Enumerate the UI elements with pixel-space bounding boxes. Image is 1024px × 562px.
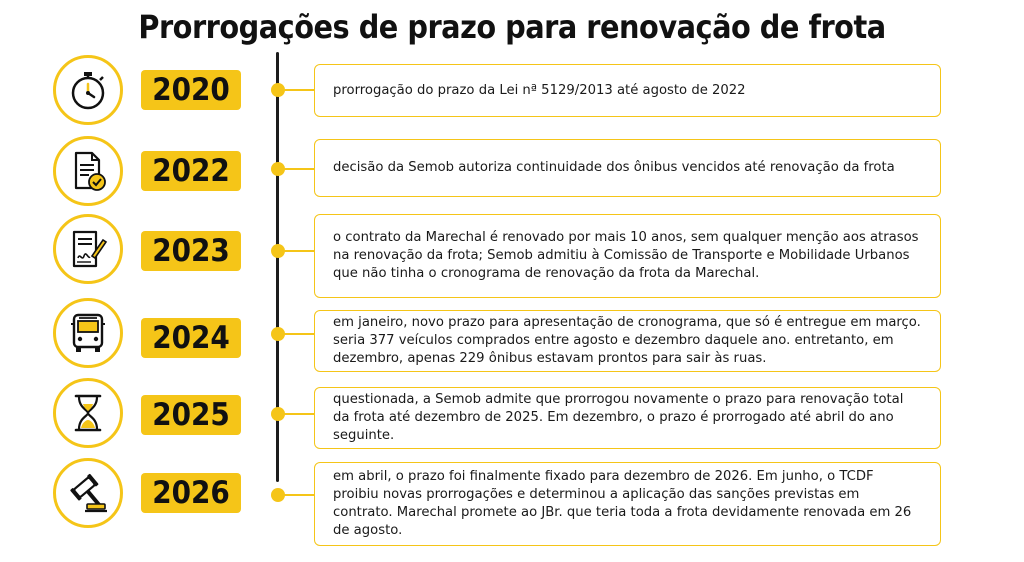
bus-icon	[53, 298, 123, 368]
timeline-dot	[271, 327, 285, 341]
event-card	[314, 310, 941, 372]
event-card	[314, 64, 941, 117]
year-label: 2023	[141, 231, 241, 271]
event-card	[314, 214, 941, 298]
event-text: em abril, o prazo foi finalmente fixado para dezembro de 2026. Em junho, o TCDF proibiu novas prorrogações e determinou a aplicação das sanções previstas em contrato. Marechal promete ao JBr. que teria toda a frota devidamente renovada em 26 de agosto.	[333, 469, 912, 538]
event-card	[314, 462, 941, 546]
contract-signature-icon	[53, 214, 123, 284]
timeline-dot	[271, 244, 285, 258]
year-label: 2025	[141, 395, 241, 435]
year-label: 2026	[141, 473, 241, 513]
year-label: 2020	[141, 70, 241, 110]
event-card	[314, 139, 941, 197]
event-card	[314, 387, 941, 449]
timeline-dot	[271, 407, 285, 421]
gavel-icon	[53, 458, 123, 528]
timeline-dot	[271, 83, 285, 97]
event-text: prorrogação do prazo da Lei nª 5129/2013 até agosto de 2022	[333, 82, 746, 98]
event-text: questionada, a Semob admite que prorrogou novamente o prazo para renovação total da frota até dezembro de 2025. Em dezembro, o prazo é prorrogado até abril do ano seguinte.	[333, 392, 904, 443]
hourglass-icon	[53, 378, 123, 448]
event-text: o contrato da Marechal é renovado por mais 10 anos, sem qualquer menção aos atrasos na renovação da frota; Semob admitiu à Comissão de Transporte e Mobilidade Urbanos que não tinha o cronograma de renovação da frota da Marechal.	[333, 230, 919, 281]
page-title: Prorrogações de prazo para renovação de frota	[138, 8, 886, 46]
event-text: decisão da Semob autoriza continuidade dos ônibus vencidos até renovação da frota	[333, 160, 895, 175]
stopwatch-icon	[53, 55, 123, 125]
timeline-dot	[271, 488, 285, 502]
event-text: em janeiro, novo prazo para apresentação de cronograma, que só é entregue em março. seria 377 veículos comprados entre agosto e dezembro daquele ano. entretanto, em dezembro, apenas 229 ônibus estavam prontos para sair às ruas.	[333, 315, 921, 366]
document-check-icon	[53, 136, 123, 206]
timeline-dot	[271, 162, 285, 176]
year-label: 2024	[141, 318, 241, 358]
year-label: 2022	[141, 151, 241, 191]
